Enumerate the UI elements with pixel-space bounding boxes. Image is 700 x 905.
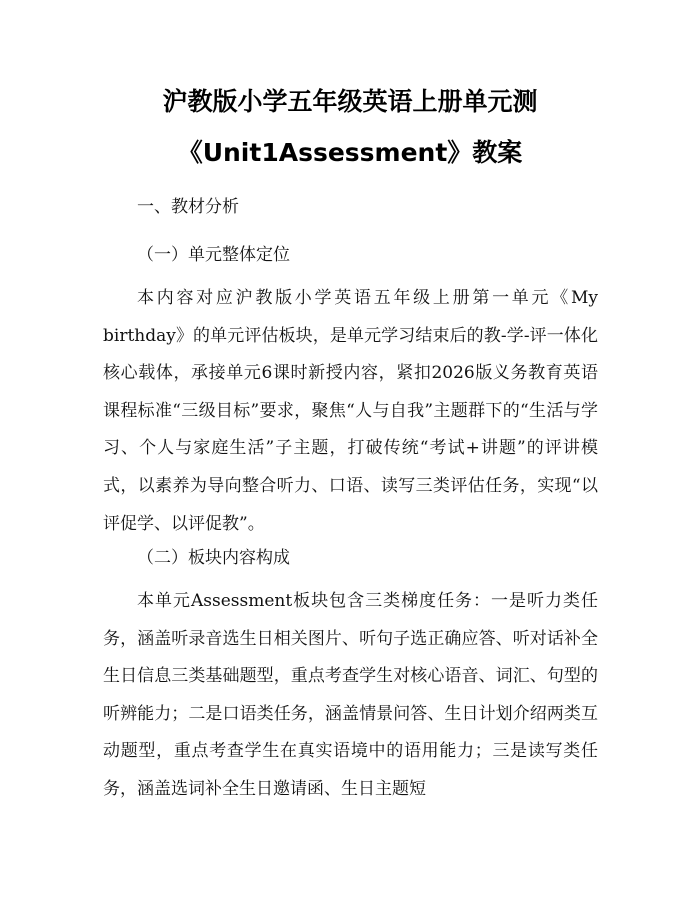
paragraph-content-structure: 本单元Assessment板块包含三类梯度任务：一是听力类任务，涵盖听录音选生日相关图片、听句子选正确应答、听对话补全生日信息三类基础题型，重点考查学生对核心语音、词汇、句型的听辨能力；二是口语类任务，涵盖情景问答、生日计划介绍两类互动题型，重点考查学生在真实语境中的语用能力；三是读写类任务，涵盖选词补全生日邀请函、生日主题短: [103, 591, 598, 799]
subsection-heading-unit-positioning: （一）单元整体定位: [137, 245, 290, 265]
paragraph-unit-positioning: 本内容对应沪教版小学英语五年级上册第一单元《My birthday》的单元评估板块，是单元学习结束后的教-学-评一体化核心载体，承接单元6课时新授内容，紧扣2026版义务教育英语课程标准“三级目标”要求，聚焦“人与自我”主题群下的“生活与学习、个人与家庭生活”子主题，打破传统“考试+讲题”的评讲模式，以素养为导向整合听力、口语、读写三类评估任务，实现“以评促学、以评促教”。: [103, 288, 598, 534]
section-heading-textbook-analysis: 一、教材分析: [137, 197, 239, 217]
document-title-line-1: 沪教版小学五年级英语上册单元测: [162, 87, 538, 116]
document-title-line-2: 《Unit1Assessment》教案: [177, 138, 523, 167]
subsection-heading-content-structure: （二）板块内容构成: [137, 548, 290, 568]
